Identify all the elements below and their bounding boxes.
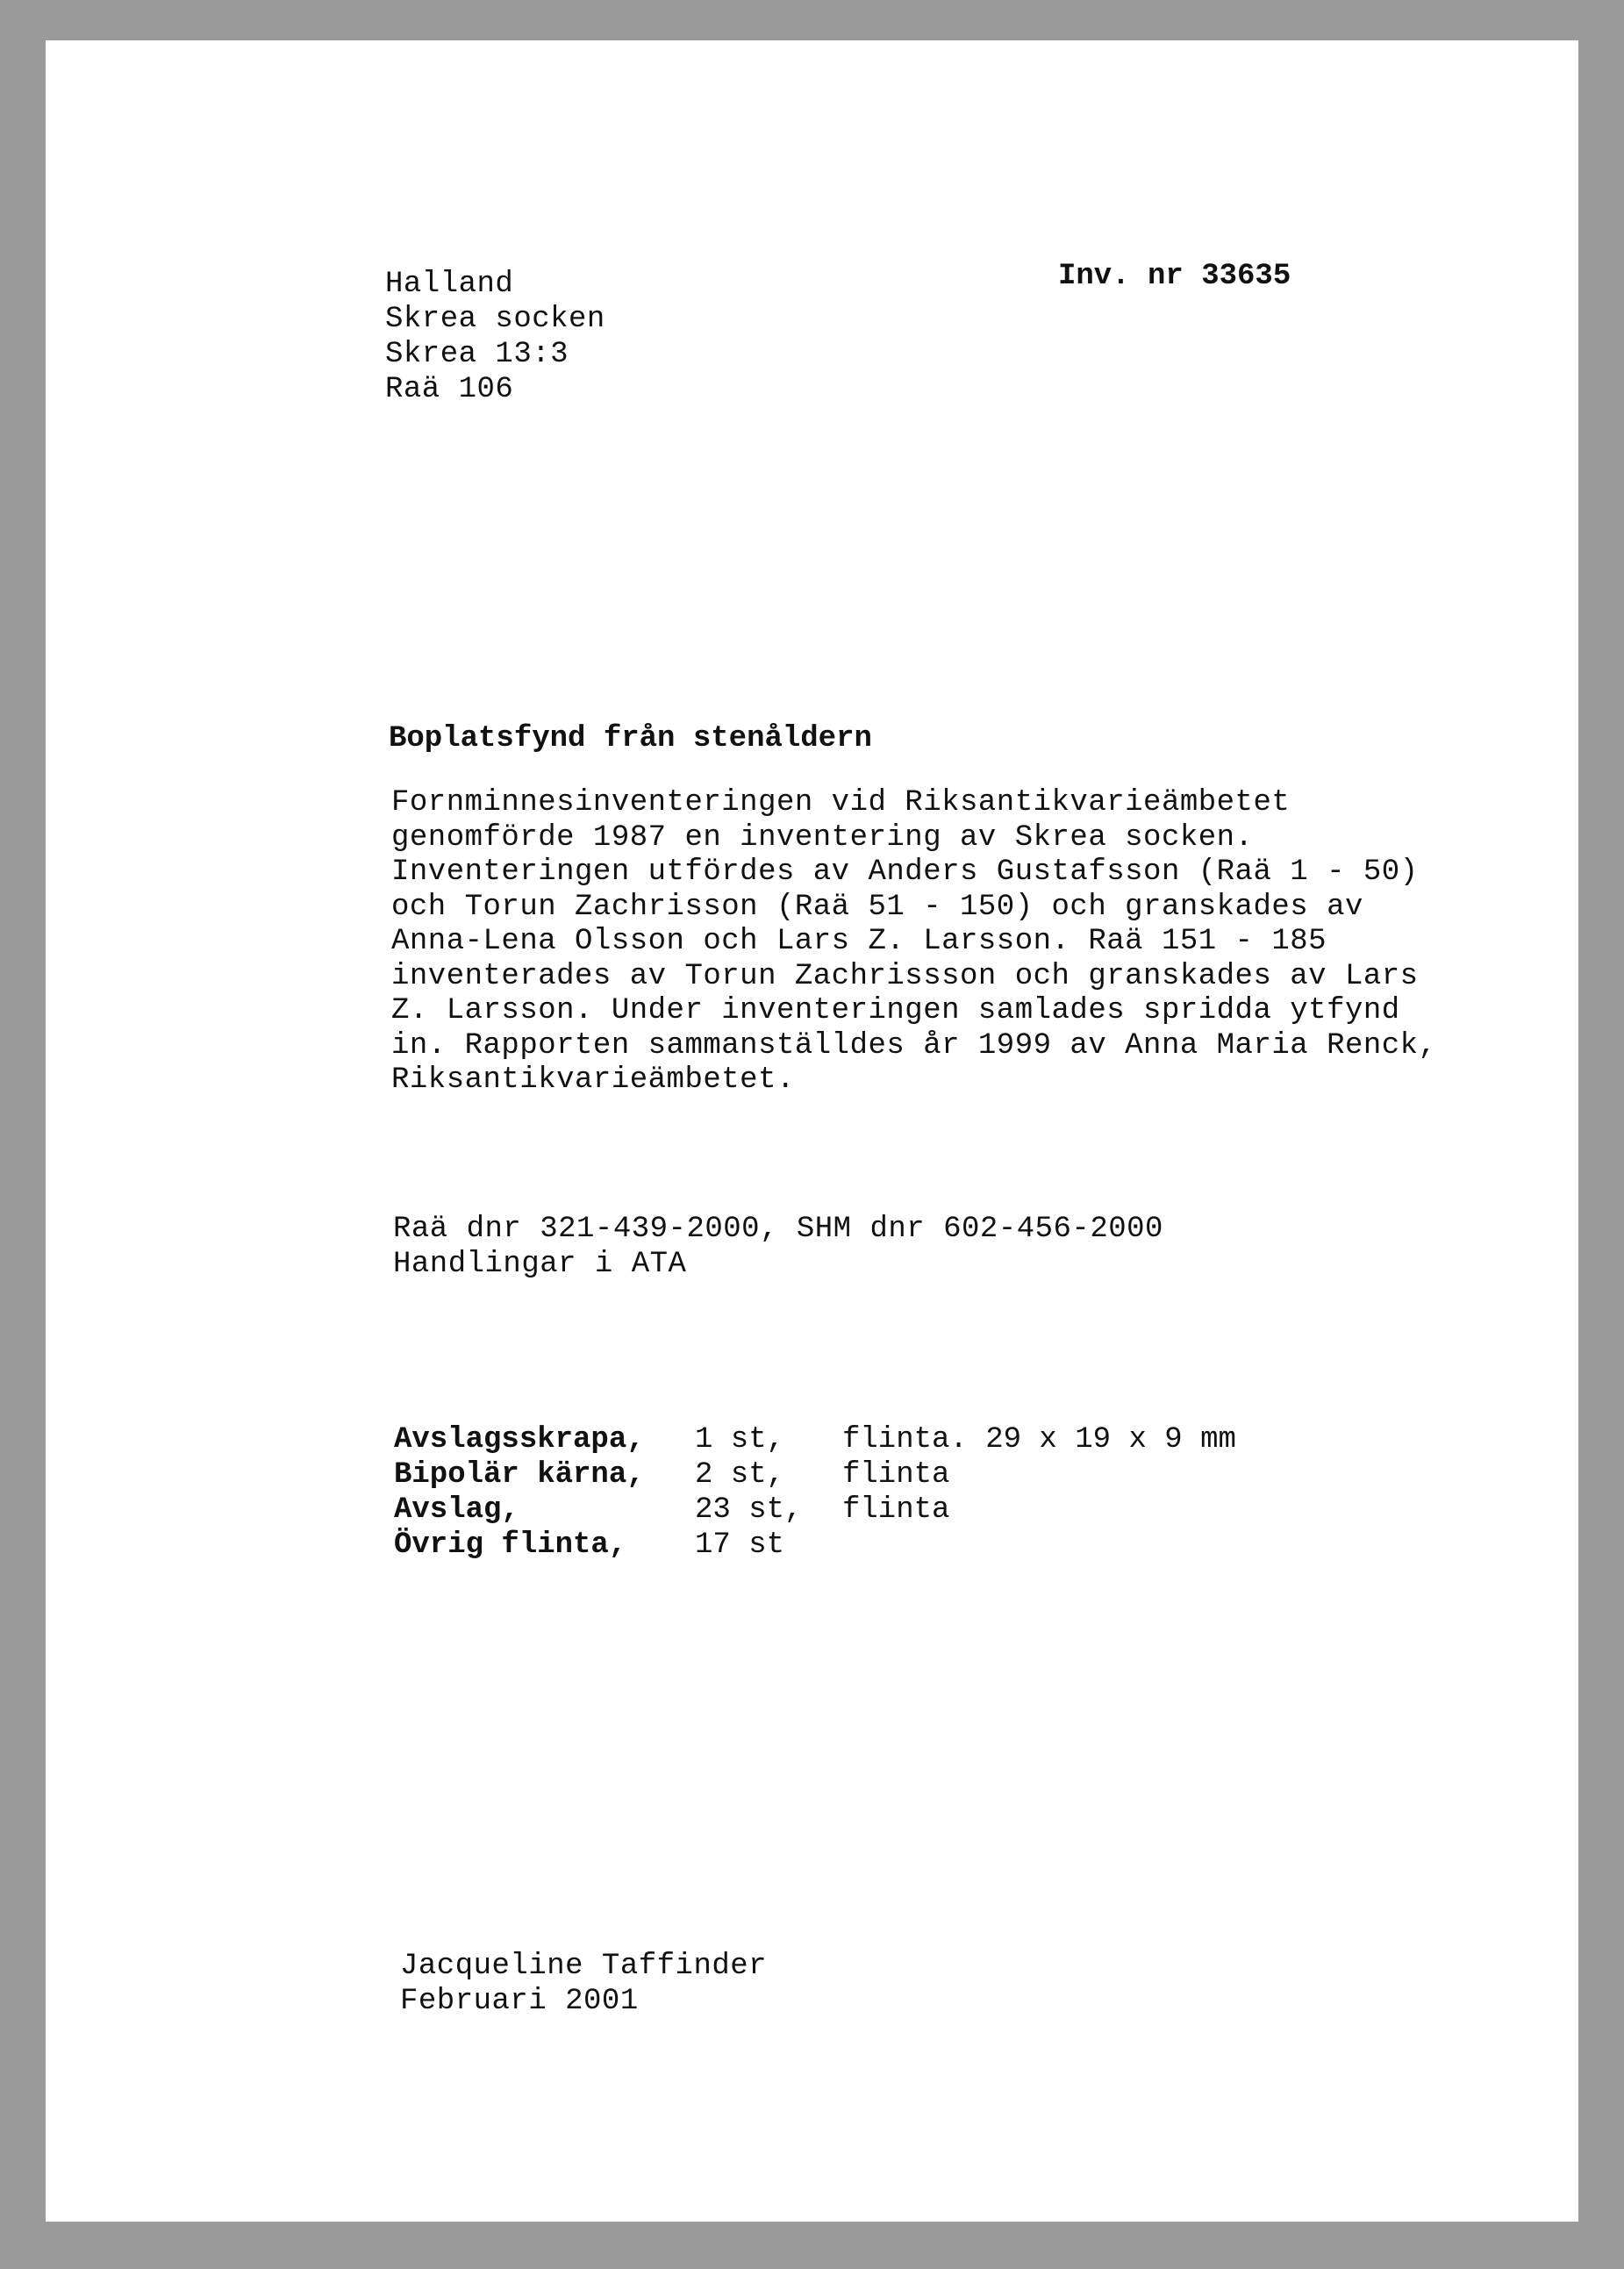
find-quantity: 2 st, <box>695 1458 785 1492</box>
location-line: Halland <box>385 268 514 301</box>
reference-line: Handlingar i ATA <box>393 1248 687 1281</box>
find-quantity: 1 st, <box>695 1423 785 1457</box>
document-title: Boplatsfynd från stenåldern <box>389 722 872 755</box>
paragraph-line: Inventeringen utfördes av Anders Gustafsson (Raä 1 - 50) <box>391 855 1419 889</box>
table-row <box>394 1492 1236 1528</box>
author-name: Jacqueline Taffinder <box>400 1950 768 1983</box>
paragraph-line: Fornminnesinventeringen vid Riksantikvarieämbetet <box>391 786 1291 820</box>
document-page <box>46 40 1578 2222</box>
find-material: flinta <box>842 1458 950 1492</box>
paragraph-line: Riksantikvarieämbetet. <box>391 1063 795 1097</box>
paragraph-line: och Torun Zachrisson (Raä 51 - 150) och granskades av <box>391 890 1363 924</box>
description-paragraph <box>391 786 1437 1099</box>
find-material: flinta. 29 x 19 x 9 mm <box>842 1423 1236 1457</box>
find-name: Bipolär kärna, <box>394 1458 645 1492</box>
paragraph-line: inventerades av Torun Zachrissson och granskades av Lars <box>391 959 1419 993</box>
find-material <box>842 1528 1236 1563</box>
signature-date: Februari 2001 <box>400 1985 639 2018</box>
signature-block <box>400 1949 767 2019</box>
finds-table <box>394 1422 1236 1563</box>
inventory-number: Inv. nr 33635 <box>1058 260 1291 293</box>
finds-list <box>394 1422 1236 1563</box>
reference-line: Raä dnr 321-439-2000, SHM dnr 602-456-2000 <box>393 1213 1163 1246</box>
table-row <box>394 1457 1236 1492</box>
paragraph-line: in. Rapporten sammanställdes år 1999 av Anna Maria Renck, <box>391 1028 1437 1063</box>
find-name: Avslagsskrapa, <box>394 1423 645 1457</box>
reference-block <box>393 1212 1163 1282</box>
find-material: flinta <box>842 1493 950 1527</box>
find-quantity: 17 st <box>695 1528 785 1562</box>
table-row <box>394 1422 1236 1457</box>
table-row <box>394 1528 1236 1563</box>
location-block <box>385 267 605 407</box>
paragraph-line: Anna-Lena Olsson och Lars Z. Larsson. Raä 151 - 185 <box>391 925 1327 958</box>
paragraph-line: Z. Larsson. Under inventeringen samlades spridda ytfynd <box>391 994 1400 1027</box>
find-name: Avslag, <box>394 1493 519 1527</box>
paragraph-line: genomförde 1987 en inventering av Skrea socken. <box>391 820 1254 855</box>
find-quantity: 23 st, <box>695 1493 803 1527</box>
location-line: Raä 106 <box>385 373 514 406</box>
location-line: Skrea socken <box>385 303 605 336</box>
find-name: Övrig flinta, <box>394 1528 627 1562</box>
location-line: Skrea 13:3 <box>385 338 569 371</box>
